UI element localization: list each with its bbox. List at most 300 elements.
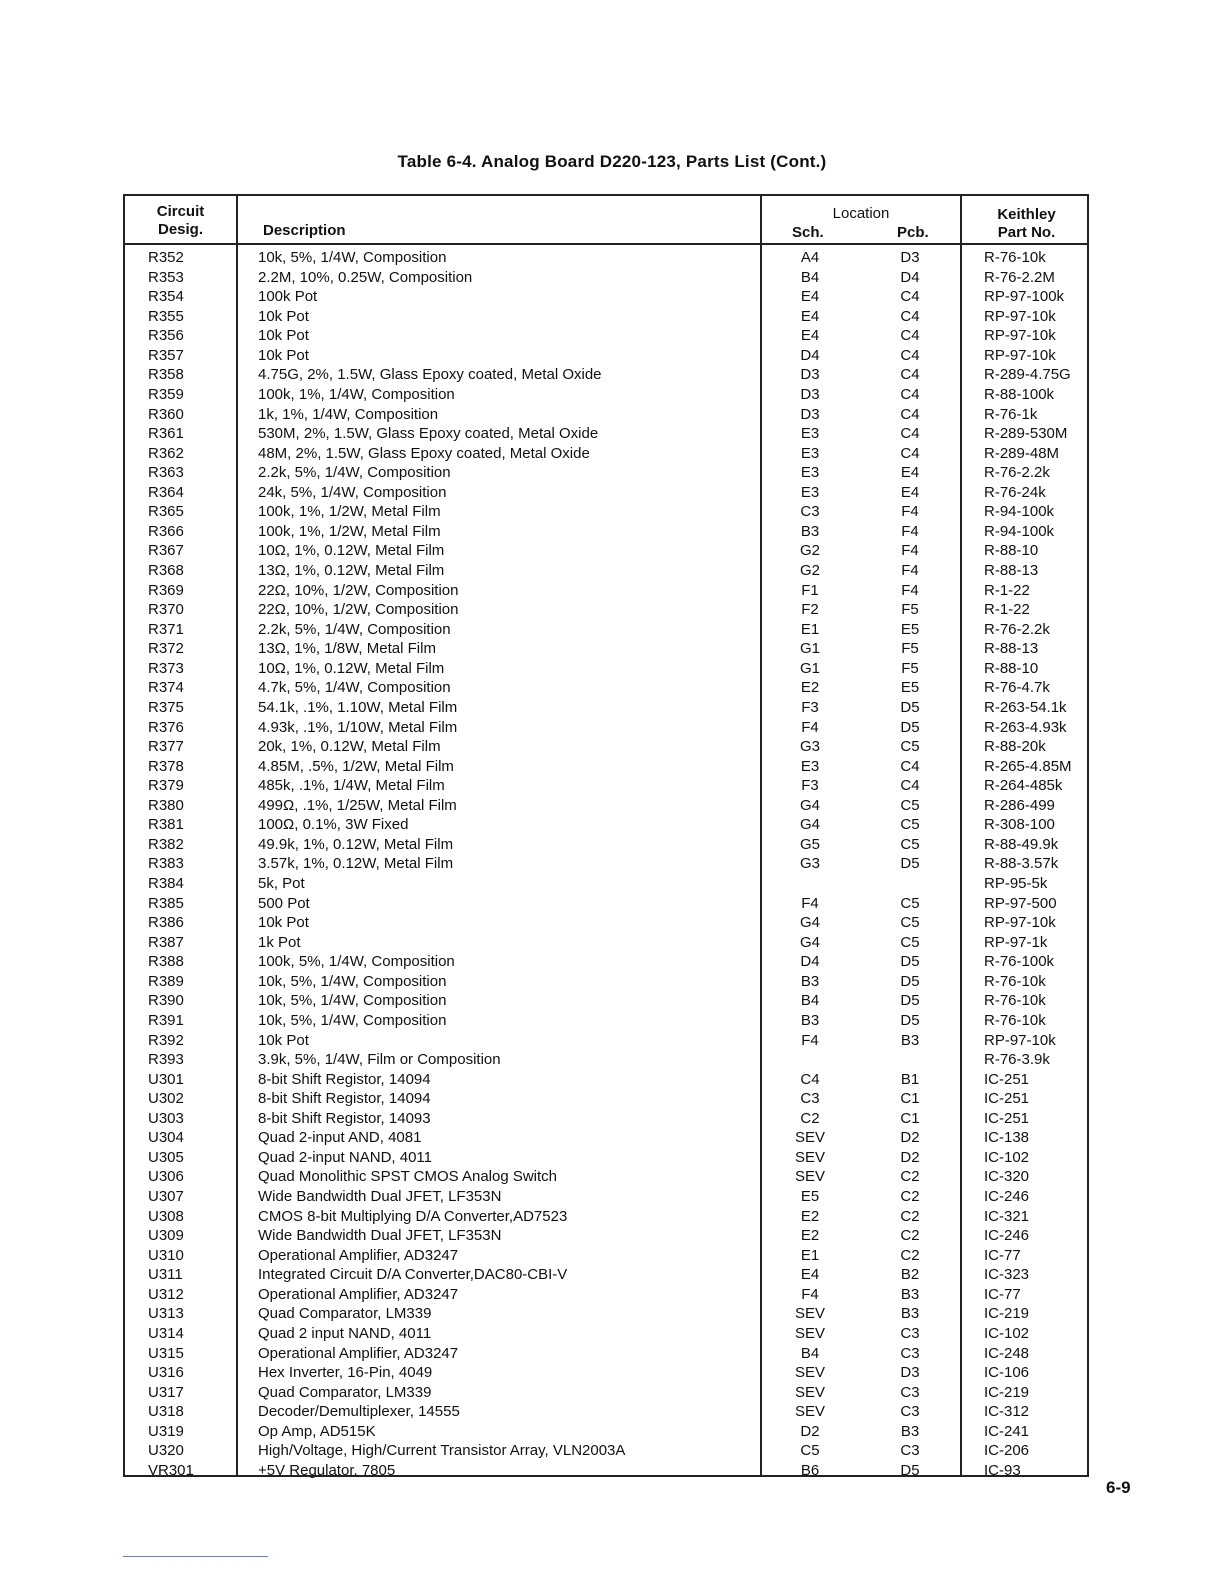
table-row [125,757,1087,777]
cell-circuit-desig: R361 [148,425,184,443]
cell-circuit-desig: R355 [148,307,184,325]
cell-keithley-part-no: IC-93 [984,1461,1021,1479]
cell-keithley-part-no: R-76-10k [984,249,1046,266]
cell-location-pcb: C3 [900,1442,920,1460]
cell-keithley-part-no: IC-219 [984,1305,1030,1323]
cell-circuit-desig: R392 [148,1031,184,1049]
cell-keithley-part-no: R-76-24k [984,483,1046,501]
cell-keithley-part-no: IC-102 [984,1148,1030,1166]
table-row [125,991,1087,1011]
cell-location-sch: E3 [800,464,820,482]
cell-location-sch: B3 [800,1011,820,1029]
cell-circuit-desig: R354 [148,288,184,306]
cell-location-pcb: D5 [900,1461,920,1479]
table-row [125,1441,1087,1461]
cell-location-pcb: F5 [901,659,919,677]
cell-keithley-part-no: IC-77 [984,1285,1021,1303]
footer-rule [123,1556,268,1557]
cell-location-pcb: B3 [900,1285,920,1303]
cell-keithley-part-no: RP-97-10k [984,914,1056,932]
cell-keithley-part-no: R-88-49.9k [984,835,1059,853]
cell-location-sch: E2 [800,1227,820,1245]
cell-circuit-desig: R364 [148,483,184,501]
cell-location-pcb: F5 [901,601,919,619]
cell-location-pcb: D4 [900,268,920,286]
cell-location-pcb: E4 [900,464,920,482]
cell-location-sch: G1 [799,659,820,677]
cell-location-sch: SEV [794,1168,825,1186]
cell-location-pcb: C3 [900,1344,920,1362]
cell-location-pcb: D3 [900,249,920,266]
cell-keithley-part-no: IC-320 [984,1168,1030,1186]
cell-location-sch: B4 [800,992,820,1010]
cell-location-pcb: C4 [900,757,920,775]
cell-description: Integrated Circuit D/A Converter,DAC80-CBI-V [258,1266,568,1284]
cell-circuit-desig: R378 [148,757,184,775]
cell-description: 1k Pot [258,933,301,951]
cell-location-pcb: E5 [900,679,920,697]
cell-location-pcb: C2 [900,1246,920,1264]
cell-keithley-part-no: R-76-2.2k [984,620,1050,638]
cell-location-pcb: D5 [900,718,920,736]
cell-keithley-part-no: IC-77 [984,1246,1021,1264]
cell-location-sch: A4 [800,249,820,266]
cell-description: Quad Comparator, LM339 [258,1383,432,1401]
cell-location-sch: C4 [800,1070,820,1088]
cell-description: 8-bit Shift Registor, 14093 [258,1109,431,1127]
cell-description: 20k, 1%, 0.12W, Metal Film [258,738,441,756]
cell-keithley-part-no: R-1-22 [984,601,1030,619]
table-row [125,933,1087,953]
cell-keithley-part-no: R-94-100k [984,503,1055,521]
cell-location-sch: E2 [800,1207,820,1225]
cell-circuit-desig: U315 [148,1344,184,1362]
cell-description: 2.2k, 5%, 1/4W, Composition [258,464,451,482]
table-row [125,737,1087,757]
cell-description: 4.93k, .1%, 1/10W, Metal Film [258,718,458,736]
cell-keithley-part-no: RP-95-5k [984,875,1048,892]
cell-description: Op Amp, AD515K [258,1422,376,1440]
cell-circuit-desig: R372 [148,640,184,658]
cell-circuit-desig: R382 [148,835,184,853]
cell-description: 10k, 5%, 1/4W, Composition [258,972,447,990]
table-row [125,815,1087,835]
table-row [125,541,1087,561]
table-row [125,1265,1087,1285]
cell-circuit-desig: R376 [148,718,184,736]
cell-location-sch: B4 [800,1344,820,1362]
cell-description: 100Ω, 0.1%, 3W Fixed [258,816,409,834]
table-row [125,1207,1087,1227]
table-row [125,1324,1087,1344]
table-row [125,776,1087,796]
table-row [125,972,1087,992]
cell-description: +5V Regulator, 7805 [258,1461,396,1479]
table-row [125,1109,1087,1129]
table-row [125,581,1087,601]
cell-description: 13Ω, 1%, 1/8W, Metal Film [258,640,436,658]
table-row [125,1402,1087,1422]
cell-circuit-desig: U304 [148,1129,184,1147]
cell-location-sch: B3 [800,522,820,540]
table-row [125,718,1087,738]
cell-location-sch: G5 [799,835,820,853]
cell-circuit-desig: R387 [148,933,184,951]
cell-location-sch: G3 [799,738,820,756]
cell-keithley-part-no: R-94-100k [984,522,1055,540]
cell-description: 100k, 1%, 1/4W, Composition [258,385,455,403]
cell-description: 10k, 5%, 1/4W, Composition [258,992,447,1010]
cell-keithley-part-no: IC-251 [984,1090,1030,1108]
header-sch: Sch. [792,224,824,241]
cell-location-pcb: C5 [900,914,920,932]
table-body [125,248,1087,1480]
cell-circuit-desig: R365 [148,503,184,521]
cell-keithley-part-no: R-76-2.2k [984,464,1050,482]
table-row [125,1246,1087,1266]
cell-location-sch: D2 [800,1422,820,1440]
cell-location-sch: B6 [800,1461,820,1479]
cell-description: 48M, 2%, 1.5W, Glass Epoxy coated, Metal Oxide [258,444,590,462]
cell-location-pcb: B2 [900,1266,920,1284]
cell-description: Decoder/Demultiplexer, 14555 [258,1403,460,1421]
cell-location-pcb: C4 [900,288,920,306]
cell-location-sch: G2 [799,542,820,560]
cell-circuit-desig: R353 [148,268,184,286]
cell-keithley-part-no: R-289-530M [984,425,1068,443]
header-description: Description [263,222,346,239]
cell-description: 10Ω, 1%, 0.12W, Metal Film [258,542,445,560]
table-row [125,1422,1087,1442]
cell-description: 2.2k, 5%, 1/4W, Composition [258,620,451,638]
cell-location-sch: SEV [794,1129,825,1147]
cell-location-pcb: E4 [900,483,920,501]
cell-description: 10k Pot [258,307,309,325]
cell-keithley-part-no: IC-251 [984,1109,1030,1127]
cell-location-pcb: C2 [900,1188,920,1205]
cell-circuit-desig: R388 [148,953,184,971]
table-row [125,698,1087,718]
header-desig: Desig. [157,221,203,238]
cell-circuit-desig: R383 [148,855,184,873]
table-row [125,1344,1087,1364]
page-number: 6-9 [1106,1478,1131,1497]
cell-description: 10Ω, 1%, 0.12W, Metal Film [258,659,445,677]
cell-description: 530M, 2%, 1.5W, Glass Epoxy coated, Metal Oxide [258,425,599,443]
cell-location-pcb: C3 [900,1383,920,1401]
header-circuit: Circuit [156,203,205,220]
cell-circuit-desig: U319 [148,1422,184,1440]
cell-keithley-part-no: RP-97-100k [984,288,1065,306]
cell-location-sch: C3 [800,1090,820,1108]
cell-location-sch: C2 [800,1109,820,1127]
cell-keithley-part-no: R-76-10k [984,972,1046,990]
cell-keithley-part-no: R-76-100k [984,953,1055,971]
cell-location-pcb: F4 [901,581,919,599]
cell-keithley-part-no: R-76-2.2M [984,268,1055,286]
cell-location-sch: SEV [794,1324,825,1342]
cell-circuit-desig: R363 [148,464,184,482]
cell-location-sch: G4 [799,933,820,951]
cell-location-pcb: C2 [900,1168,920,1186]
cell-location-sch: E5 [800,1188,820,1205]
cell-circuit-desig: U302 [148,1090,184,1108]
table-row [125,346,1087,366]
cell-keithley-part-no: R-289-48M [984,444,1060,462]
cell-description: 100k Pot [258,288,318,306]
header-pcb: Pcb. [897,224,929,241]
cell-circuit-desig: R393 [148,1051,184,1069]
cell-description: Hex Inverter, 16-Pin, 4049 [258,1364,433,1382]
table-row [125,1461,1087,1481]
cell-location-pcb: D5 [900,972,920,990]
cell-description: 8-bit Shift Registor, 14094 [258,1090,431,1108]
cell-circuit-desig: U303 [148,1109,184,1127]
cell-circuit-desig: R380 [148,796,184,814]
cell-description: 10k, 5%, 1/4W, Composition [258,249,447,266]
cell-location-pcb: C5 [900,816,920,834]
table-row [125,522,1087,542]
cell-description: Operational Amplifier, AD3247 [258,1285,459,1303]
header-location: Location [832,205,890,222]
cell-description: Quad 2 input NAND, 4011 [258,1324,432,1342]
cell-keithley-part-no: IC-138 [984,1129,1030,1147]
cell-keithley-part-no: R-88-10 [984,542,1039,560]
cell-circuit-desig: R375 [148,698,184,716]
cell-location-sch: SEV [794,1305,825,1323]
cell-location-pcb: D3 [900,1364,920,1382]
cell-location-pcb: F4 [901,562,919,579]
cell-location-pcb: F4 [901,503,919,521]
cell-location-pcb: F4 [901,542,919,560]
cell-location-pcb: B3 [900,1031,920,1049]
table-row [125,1226,1087,1246]
table-row [125,659,1087,679]
cell-location-pcb: E5 [900,620,920,638]
table-row [125,796,1087,816]
cell-keithley-part-no: IC-246 [984,1188,1030,1205]
cell-location-pcb: C4 [900,327,920,345]
table-row [125,1167,1087,1187]
cell-description: 54.1k, .1%, 1.10W, Metal Film [258,698,458,716]
cell-keithley-part-no: R-1-22 [984,581,1030,599]
cell-keithley-part-no: IC-323 [984,1266,1030,1284]
cell-keithley-part-no: IC-248 [984,1344,1030,1362]
cell-keithley-part-no: RP-97-10k [984,327,1056,345]
table-row [125,1011,1087,1031]
cell-description: 3.9k, 5%, 1/4W, Film or Composition [258,1051,501,1069]
cell-circuit-desig: R369 [148,581,184,599]
cell-keithley-part-no: R-88-10 [984,659,1039,677]
cell-circuit-desig: U306 [148,1168,184,1186]
cell-location-sch: C5 [800,1442,820,1460]
cell-circuit-desig: U317 [148,1383,184,1401]
table-row [125,307,1087,327]
cell-description: 10k Pot [258,914,309,932]
cell-circuit-desig: R379 [148,777,184,795]
cell-location-pcb: D2 [900,1129,920,1147]
table-row [125,874,1087,894]
cell-keithley-part-no: RP-97-10k [984,346,1056,364]
cell-location-sch: E4 [800,1266,820,1284]
cell-location-sch: G4 [799,914,820,932]
cell-keithley-part-no: IC-251 [984,1070,1030,1088]
cell-location-sch: E1 [800,620,820,638]
cell-description: 3.57k, 1%, 0.12W, Metal Film [258,855,454,873]
table-row [125,248,1087,268]
cell-circuit-desig: R370 [148,601,184,619]
cell-location-sch: D3 [800,366,820,384]
cell-description: 10k Pot [258,346,309,364]
cell-keithley-part-no: RP-97-10k [984,307,1056,325]
cell-location-sch: G2 [799,562,820,579]
cell-keithley-part-no: RP-97-1k [984,933,1048,951]
cell-location-sch: E1 [800,1246,820,1264]
cell-location-pcb: D5 [900,953,920,971]
cell-description: 499Ω, .1%, 1/25W, Metal Film [258,796,457,814]
cell-keithley-part-no: IC-102 [984,1324,1030,1342]
cell-description: 8-bit Shift Registor, 14094 [258,1070,431,1088]
cell-location-sch: B3 [800,972,820,990]
cell-location-pcb: D5 [900,1011,920,1029]
cell-description: 10k Pot [258,1031,309,1049]
cell-description: 100k, 1%, 1/2W, Metal Film [258,503,441,521]
table-row [125,913,1087,933]
cell-circuit-desig: R389 [148,972,184,990]
cell-description: 1k, 1%, 1/4W, Composition [258,405,439,423]
cell-location-sch: F4 [801,718,819,736]
table-row [125,502,1087,522]
table-row [125,326,1087,346]
cell-circuit-desig: R381 [148,816,184,834]
cell-keithley-part-no: R-264-485k [984,777,1063,795]
cell-description: Operational Amplifier, AD3247 [258,1246,459,1264]
cell-location-pcb: D5 [900,992,920,1010]
cell-location-sch: E3 [800,757,820,775]
cell-circuit-desig: U311 [148,1266,183,1284]
cell-location-sch: E3 [800,444,820,462]
cell-location-pcb: C5 [900,796,920,814]
cell-keithley-part-no: R-263-54.1k [984,698,1067,716]
cell-location-sch: SEV [794,1403,825,1421]
cell-description: Quad 2-input AND, 4081 [258,1129,422,1147]
cell-description: Quad 2-input NAND, 4011 [258,1148,432,1166]
cell-circuit-desig: R371 [148,620,184,638]
cell-keithley-part-no: R-76-4.7k [984,679,1050,697]
cell-keithley-part-no: R-308-100 [984,816,1055,834]
cell-location-pcb: C4 [900,385,920,403]
table-row [125,854,1087,874]
cell-location-pcb: C4 [900,425,920,443]
cell-location-pcb: C1 [900,1109,920,1127]
cell-circuit-desig: R352 [148,249,184,266]
table-row [125,678,1087,698]
cell-location-pcb: C4 [900,405,920,423]
table-row [125,1128,1087,1148]
cell-location-pcb: C5 [900,894,920,912]
cell-keithley-part-no: IC-219 [984,1383,1030,1401]
cell-location-pcb: D5 [900,698,920,716]
cell-circuit-desig: R357 [148,346,184,364]
cell-keithley-part-no: RP-97-500 [984,894,1057,912]
cell-description: High/Voltage, High/Current Transistor Array, VLN2003A [258,1442,626,1460]
cell-circuit-desig: R390 [148,992,184,1010]
cell-circuit-desig: U312 [148,1285,184,1303]
cell-description: 100k, 1%, 1/2W, Metal Film [258,522,441,540]
cell-description: 13Ω, 1%, 0.12W, Metal Film [258,562,445,579]
cell-location-sch: G3 [799,855,820,873]
table-row [125,620,1087,640]
table-row [125,639,1087,659]
cell-location-pcb: C5 [900,738,920,756]
cell-circuit-desig: U305 [148,1148,184,1166]
table-row [125,1031,1087,1051]
cell-circuit-desig: U320 [148,1442,184,1460]
cell-location-pcb: B3 [900,1422,920,1440]
cell-location-sch: F4 [801,894,819,912]
table-row [125,1285,1087,1305]
cell-description: 22Ω, 10%, 1/2W, Composition [258,581,459,599]
cell-circuit-desig: R367 [148,542,184,560]
table-row [125,463,1087,483]
cell-location-sch: D3 [800,405,820,423]
cell-keithley-part-no: IC-241 [984,1422,1030,1440]
cell-location-sch: F1 [801,581,819,599]
table-row [125,561,1087,581]
cell-location-sch: E3 [800,483,820,501]
cell-location-sch: E3 [800,425,820,443]
cell-circuit-desig: R360 [148,405,184,423]
table-row [125,1363,1087,1383]
table-row [125,405,1087,425]
cell-description: 500 Pot [258,894,310,912]
cell-circuit-desig: R377 [148,738,184,756]
cell-description: Wide Bandwidth Dual JFET, LF353N [258,1227,502,1245]
cell-circuit-desig: R359 [148,385,184,403]
cell-location-pcb: F4 [901,522,919,540]
cell-location-pcb: C5 [900,835,920,853]
parts-list-table [123,194,1089,1477]
cell-description: CMOS 8-bit Multiplying D/A Converter,AD7523 [258,1207,568,1225]
cell-location-sch: B4 [800,268,820,286]
cell-circuit-desig: R391 [148,1011,184,1029]
cell-description: 100k, 5%, 1/4W, Composition [258,953,455,971]
cell-circuit-desig: R386 [148,914,184,932]
cell-location-sch: F3 [801,698,819,716]
cell-location-sch: D4 [800,346,820,364]
table-title: Table 6-4. Analog Board D220-123, Parts List (Cont.) [397,152,827,171]
cell-location-sch: SEV [794,1148,825,1166]
cell-keithley-part-no: IC-312 [984,1403,1030,1421]
table-row [125,835,1087,855]
cell-location-pcb: C3 [900,1324,920,1342]
cell-location-pcb: C2 [900,1207,920,1225]
cell-circuit-desig: R384 [148,875,184,892]
cell-circuit-desig: VR301 [148,1461,194,1479]
cell-description: 4.7k, 5%, 1/4W, Composition [258,679,451,697]
cell-location-sch: E4 [800,327,820,345]
cell-location-sch: D3 [800,385,820,403]
table-row [125,952,1087,972]
header-keithley: Keithley [997,206,1056,223]
cell-location-sch: D4 [800,953,820,971]
cell-description: 49.9k, 1%, 0.12W, Metal Film [258,835,454,853]
cell-keithley-part-no: IC-106 [984,1364,1030,1382]
cell-location-pcb: C4 [900,346,920,364]
cell-keithley-part-no: R-76-3.9k [984,1051,1050,1069]
cell-location-pcb: D2 [900,1148,920,1166]
header-circuit-desig [125,203,236,239]
